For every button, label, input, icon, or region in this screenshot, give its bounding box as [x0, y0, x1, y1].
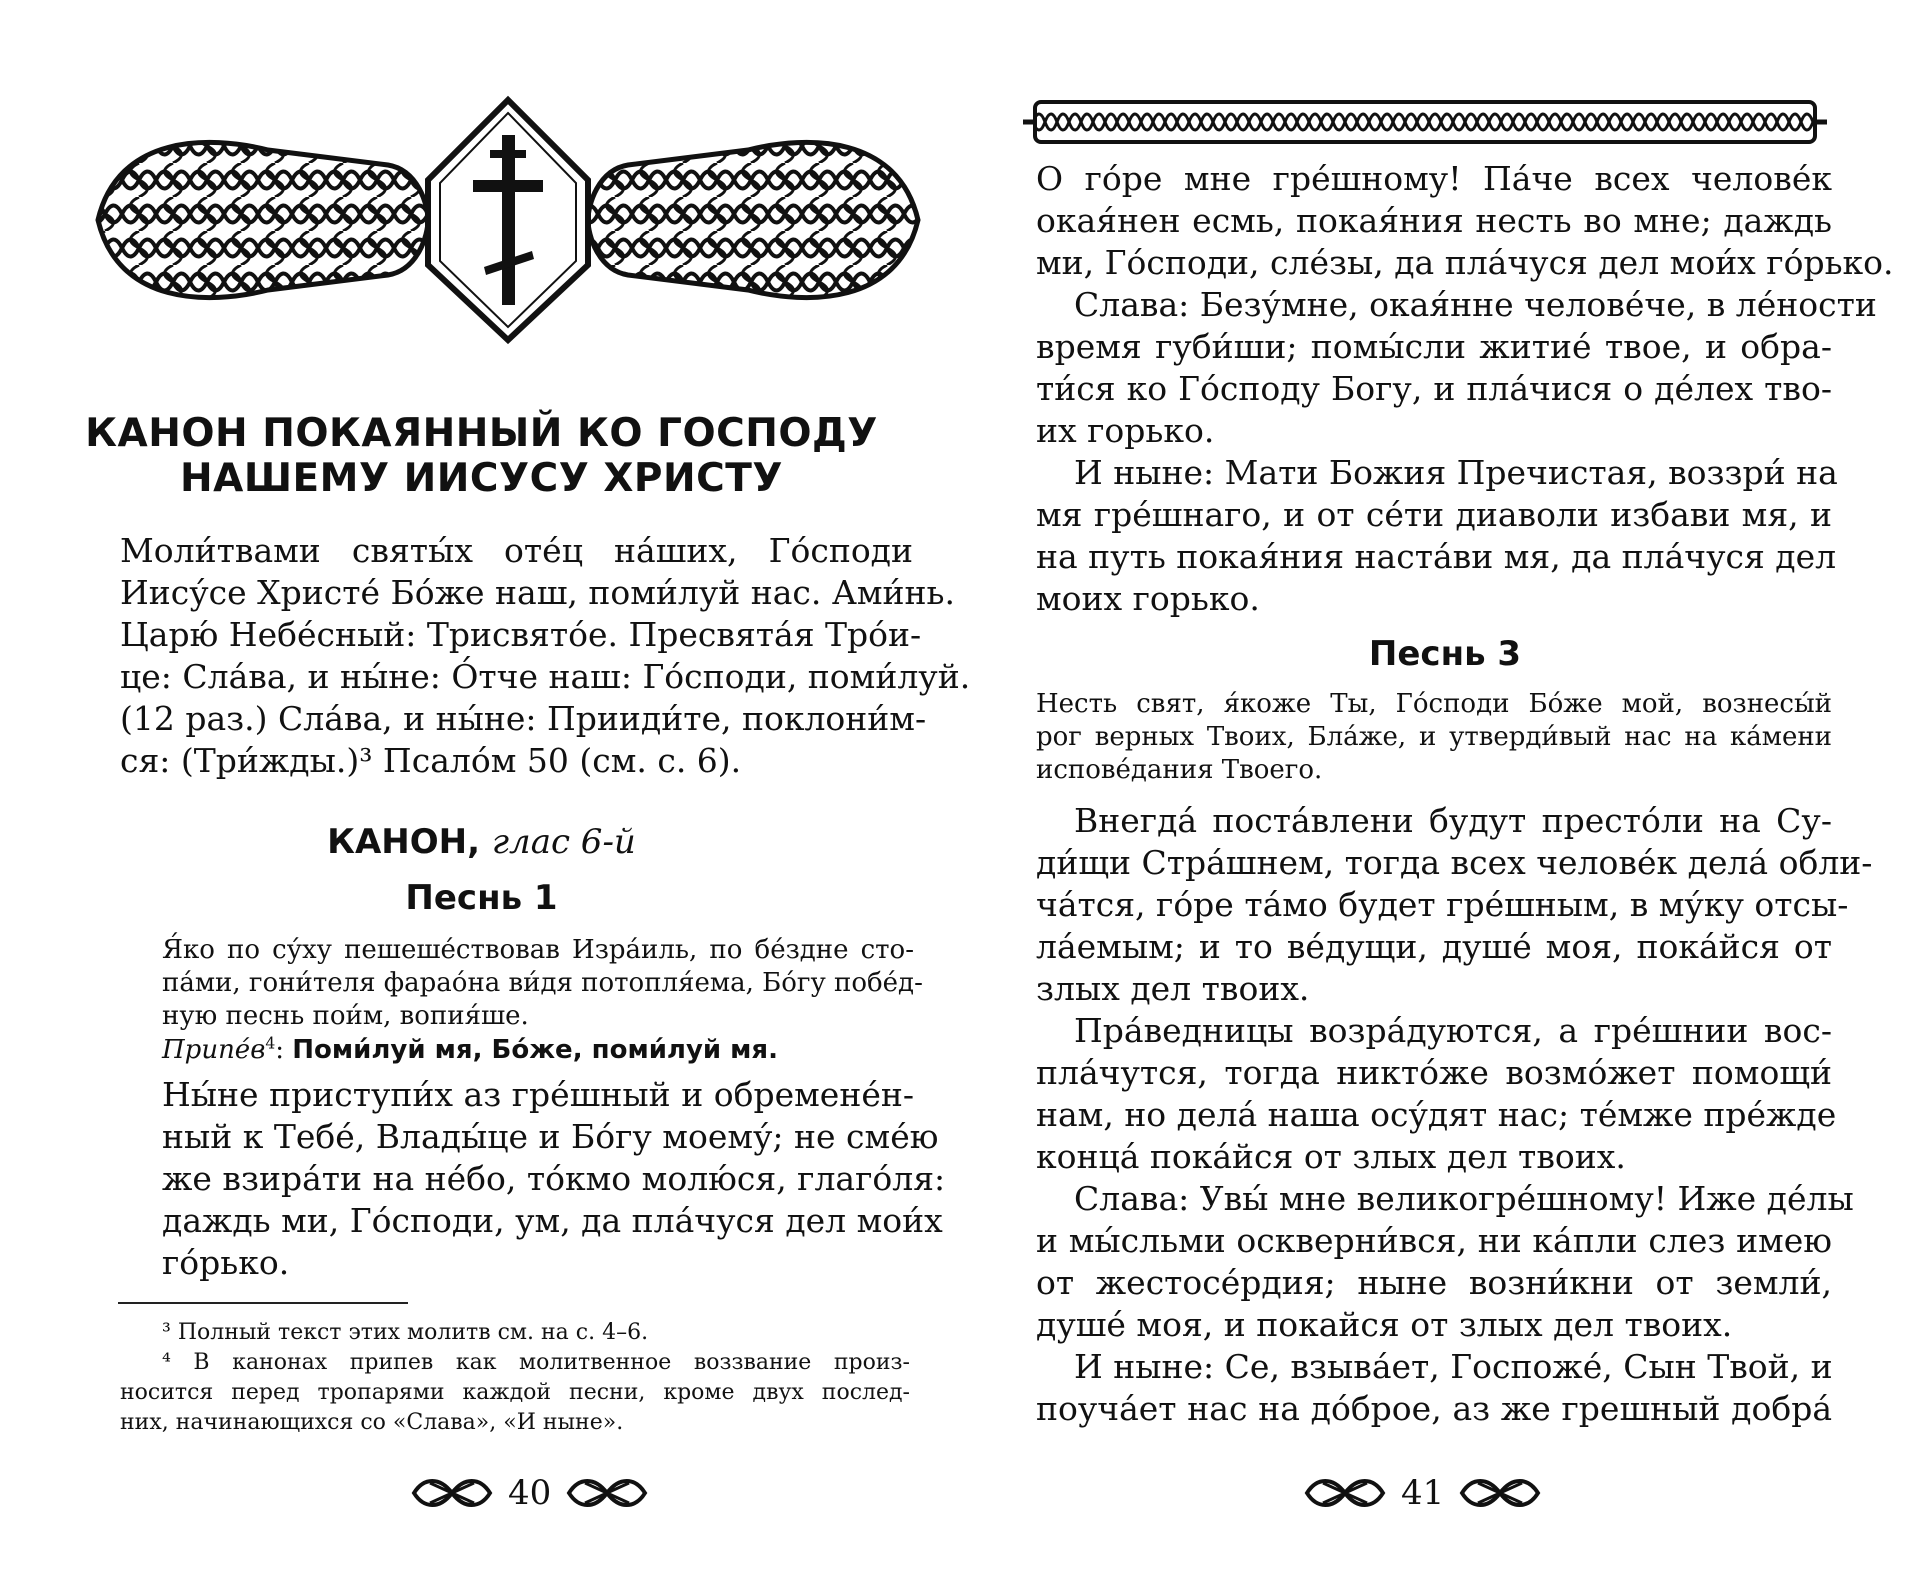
- text-line: нам, но дела́ наша осу́дят нас; те́мже пре́жде: [1036, 1095, 1837, 1134]
- footnote-4: ⁴ В канонах припев как молитвенное воззвание произ-: [162, 1350, 910, 1375]
- footnote-ref-4: 4: [265, 1034, 276, 1053]
- text-line: душе́ моя, и покайся от злых дел твоих.: [1036, 1305, 1733, 1344]
- text-line: поуча́ет нас на до́брое, аз же грешный добра́: [1036, 1389, 1832, 1428]
- page-number-40: [410, 1468, 649, 1518]
- irmos-3: [1036, 688, 1832, 787]
- text-line: О го́ре мне гре́шному! Па́че всех челове́к: [1036, 159, 1832, 198]
- text-line: конца́ пока́йся от злых дел твоих.: [1036, 1137, 1626, 1176]
- pripev-line: $Припе́в^4$: Поми́луй мя, Бо́же, поми́луй мя.: [162, 1034, 779, 1065]
- knot-ornament-icon: [565, 1475, 649, 1511]
- page-number-41: [1303, 1468, 1542, 1518]
- slava-3: [1036, 1178, 1854, 1346]
- pesn-3-heading: Песнь 3: [1368, 634, 1522, 674]
- slava-1: [1036, 284, 1877, 452]
- celtic-knot-band: [1021, 92, 1829, 152]
- footnote-3: ³ Полный текст этих молитв см. на с. 4–6.: [162, 1320, 649, 1345]
- footnote-divider: [118, 1302, 408, 1304]
- text-line: ча́тся, го́ре та́мо будет гре́шным, в му́ку отсы-: [1036, 885, 1849, 924]
- irmos-line: па́ми, гони́теля фарао́на ви́дя потопля́ема, Бо́гу побе́д-: [162, 968, 923, 998]
- intro-line: Моли́твами святы́х оте́ц на́ших, Го́споди: [120, 531, 913, 570]
- text-line: ти́ся ко Го́споду Богу, и пла́чися о де́лех тво-: [1036, 369, 1832, 408]
- kanon-label: КАНОН,: [327, 822, 481, 862]
- knot-ornament-icon: [410, 1475, 494, 1511]
- irmos-line: Несть свят, я́коже Ты, Го́споди Бо́же мой, вознесы́й: [1036, 689, 1832, 719]
- intro-line: Царю́ Небе́сный: Трисвято́е. Пресвята́я Тро́и-: [120, 615, 922, 654]
- text-line: на путь покая́ния наста́ви мя, да пла́чуся дел: [1036, 537, 1837, 576]
- irmos-line: рог верных Твоих, Бла́же, и утверди́вый нас на ка́мени: [1036, 722, 1832, 752]
- footnotes: [120, 1318, 910, 1438]
- intro-line: Иису́се Христе́ Бо́же наш, поми́луй нас. Ами́нь.: [120, 573, 955, 612]
- right-page: [963, 0, 1927, 1571]
- troparion-line: же взира́ти на не́бо, то́кмо молю́ся, глаго́ля:: [162, 1159, 946, 1198]
- intro-line: ся: (Три́жды.)³ Псало́м 50 (см. с. 6).: [120, 741, 742, 780]
- i-nyne-1: [1036, 452, 1838, 620]
- footnote-4-cont: них, начинающихся со «Слава», «И ныне».: [120, 1410, 624, 1435]
- text-line: ди́щи Стра́шнем, тогда всех челове́к дела́ обли-: [1036, 843, 1873, 882]
- text-line: пла́чутся, тогда никто́же возмо́жет помощи́: [1036, 1053, 1832, 1092]
- intro-line: (12 раз.) Сла́ва, и ны́не: Прииди́те, поклони́м-: [120, 699, 927, 738]
- text-line: Слава: Безу́мне, окая́нне челове́че, в ле́ности: [1074, 285, 1877, 324]
- pripev-text: Поми́луй мя, Бо́же, поми́луй мя.: [292, 1035, 779, 1065]
- intro-paragraph: [120, 530, 971, 782]
- text-line: и мы́сльми оскверни́вся, ни ка́пли слез имею: [1036, 1221, 1832, 1260]
- intro-line: це: Сла́ва, и ны́не: О́тче наш: Го́споди, поми́луй.: [120, 657, 971, 696]
- irmos-line: ную песнь пои́м, вопия́ше.: [162, 1001, 529, 1031]
- text-line: Пра́ведницы возра́дуются, а гре́шнии вос-: [1074, 1011, 1832, 1050]
- irmos-line: Я́ко по су́ху пешеше́ствовав Изра́иль, по бе́здне сто-: [162, 935, 914, 965]
- text-line: И ныне: Мати Божия Пречистая, воззри́ на: [1074, 453, 1838, 492]
- knot-ornament-icon: [1458, 1475, 1542, 1511]
- text-line: мя гре́шнаго, и от се́ти диаволи избави мя, и: [1036, 495, 1832, 534]
- text-line: их горько.: [1036, 411, 1215, 450]
- irmos-1: [162, 934, 923, 1033]
- page-number: 41: [1401, 1473, 1445, 1513]
- troparion-line: Ны́не приступи́х аз гре́шный и обремене́н-: [162, 1075, 914, 1114]
- page-number: 40: [508, 1473, 552, 1513]
- text-line: Слава: Увы́ мне великогре́шному! Иже де́лы: [1074, 1179, 1854, 1218]
- knot-ornament-icon: [1303, 1475, 1387, 1511]
- text-line: от жестосе́рдия; ныне возни́кни от земли́,: [1036, 1263, 1832, 1302]
- troparion-line: даждь ми, Го́споди, ум, да пла́чуся дел мои́х: [162, 1201, 943, 1240]
- troparion-line: ный к Тебе́, Влады́це и Бо́гу моему́; не сме́ю: [162, 1117, 939, 1156]
- troparion-1: [162, 1074, 946, 1284]
- text-line: время губи́ши; помы́сли житие́ твое, и обра-: [1036, 327, 1832, 366]
- text-line: Внегда́ поста́влени будут престо́ли на Су-: [1074, 801, 1832, 840]
- troparion-continued: [1036, 158, 1894, 284]
- irmos-line: испове́дания Твоего.: [1036, 755, 1323, 785]
- troparion-3b: [1036, 1010, 1837, 1178]
- pripev-label: Припе́в: [162, 1035, 266, 1065]
- text-line: окая́нен есмь, покая́ния несть во мне; даждь: [1036, 201, 1832, 240]
- kanon-glas: глас 6-й: [491, 822, 636, 862]
- text-line: ми, Го́споди, сле́зы, да пла́чуся дел мои́х го́рько.: [1036, 243, 1894, 282]
- i-nyne-3: [1036, 1346, 1832, 1430]
- troparion-3a: [1036, 800, 1873, 1010]
- celtic-knot-cross-headpiece: [88, 95, 928, 345]
- troparion-line: го́рько.: [162, 1243, 290, 1282]
- text-line: ла́емым; и то ве́дущи, душе́ моя, пока́йся от: [1036, 927, 1832, 966]
- text-line: И ныне: Се, взыва́ет, Госпоже́, Сын Твой, и: [1074, 1347, 1833, 1386]
- footnote-4-cont: носится перед тропарями каждой песни, кроме двух послед-: [120, 1380, 910, 1405]
- text-line: злых дел твоих.: [1036, 969, 1310, 1008]
- text-line: моих горько.: [1036, 579, 1260, 618]
- pesn-1-heading: Песнь 1: [405, 878, 558, 918]
- canon-title-line-2: НАШЕМУ ИИСУСУ ХРИСТУ: [180, 456, 783, 501]
- kanon-heading: [0, 822, 963, 862]
- canon-title-line-1: КАНОН ПОКАЯННЫЙ КО ГОСПОДУ: [85, 411, 878, 456]
